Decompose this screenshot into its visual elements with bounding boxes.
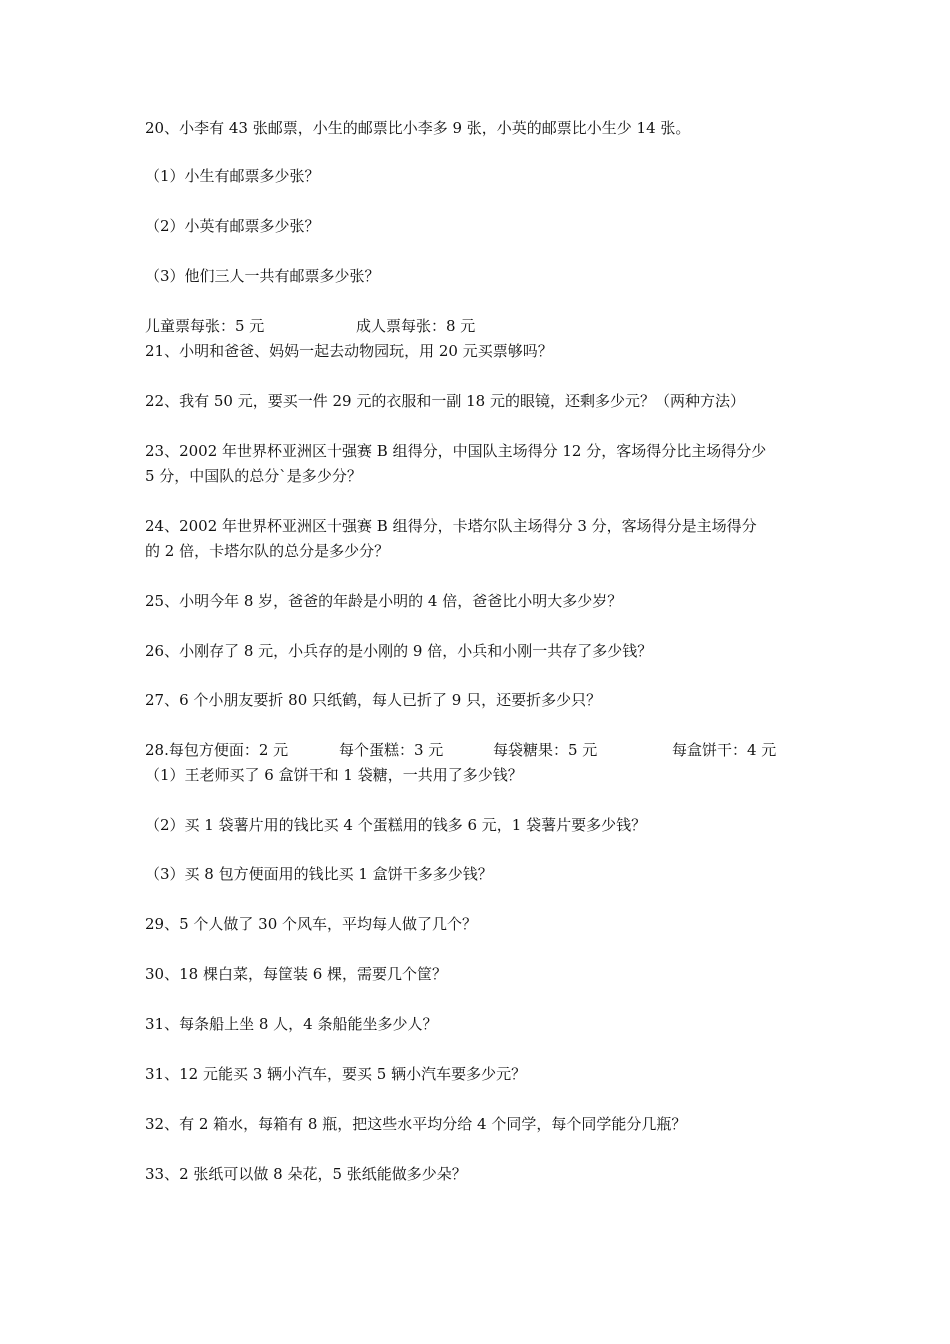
problem-24-line-1: 24、2002 年世界杯亚洲区十强赛 B 组得分，卡塔尔队主场得分 3 分，客场得分是主场得分 (145, 517, 757, 535)
problem-23-line-2: 5 分，中国队的总分`是多少分？ (145, 467, 362, 485)
problem-28-part-3: （3）买 8 包方便面用的钱比买 1 盒饼干多多少钱？ (145, 865, 493, 883)
problem-25: 25、小明今年 8 岁，爸爸的年龄是小明的 4 倍，爸爸比小明大多少岁？ (145, 592, 623, 610)
problem-28-part-2: （2）买 1 袋薯片用的钱比买 4 个蛋糕用的钱多 6 元，1 袋薯片要多少钱？ (145, 816, 647, 834)
cake-price: 每个蛋糕：3 元 (339, 741, 444, 759)
problem-20-part-2: （2）小英有邮票多少张？ (145, 217, 320, 235)
problem-24-line-2: 的 2 倍，卡塔尔队的总分是多少分？ (145, 542, 390, 560)
child-ticket-price: 儿童票每张：5 元 (145, 317, 265, 335)
problem-23-line-1: 23、2002 年世界杯亚洲区十强赛 B 组得分，中国队主场得分 12 分，客场得分比主场得分少 (145, 442, 767, 460)
problem-31b: 31、12 元能买 3 辆小汽车，要买 5 辆小汽车要多少元？ (145, 1065, 527, 1083)
noodles-price: 28.每包方便面：2 元 (145, 741, 289, 759)
problem-20-part-1: （1）小生有邮票多少张？ (145, 167, 320, 185)
problem-26: 26、小刚存了 8 元，小兵存的是小刚的 9 倍，小兵和小刚一共存了多少钱？ (145, 642, 653, 660)
problem-21: 21、小明和爸爸、妈妈一起去动物园玩，用 20 元买票够吗？ (145, 342, 553, 360)
problem-29: 29、5 个人做了 30 个风车，平均每人做了几个？ (145, 915, 478, 933)
problem-22: 22、我有 50 元，要买一件 29 元的衣服和一副 18 元的眼镜，还剩多少元？（两种方法） (145, 392, 745, 410)
problem-28-part-1: （1）王老师买了 6 盒饼干和 1 袋糖，一共用了多少钱？ (145, 766, 523, 784)
problem-20: 20、小李有 43 张邮票，小生的邮票比小李多 9 张，小英的邮票比小生少 14 张。 (145, 119, 691, 137)
problem-30: 30、18 棵白菜，每筐装 6 棵，需要几个筐？ (145, 965, 448, 983)
problem-31a: 31、每条船上坐 8 人，4 条船能坐多少人？ (145, 1015, 438, 1033)
biscuit-price: 每盒饼干：4 元 (672, 741, 777, 759)
problem-33: 33、2 张纸可以做 8 朵花，5 张纸能做多少朵？ (145, 1165, 467, 1183)
problem-32: 32、有 2 箱水，每箱有 8 瓶，把这些水平均分给 4 个同学，每个同学能分几瓶？ (145, 1115, 687, 1133)
adult-ticket-price: 成人票每张：8 元 (356, 317, 476, 335)
problem-27: 27、6 个小朋友要折 80 只纸鹤，每人已折了 9 只，还要折多少只？ (145, 691, 602, 709)
problem-20-part-3: （3）他们三人一共有邮票多少张？ (145, 267, 380, 285)
candy-price: 每袋糖果：5 元 (493, 741, 598, 759)
